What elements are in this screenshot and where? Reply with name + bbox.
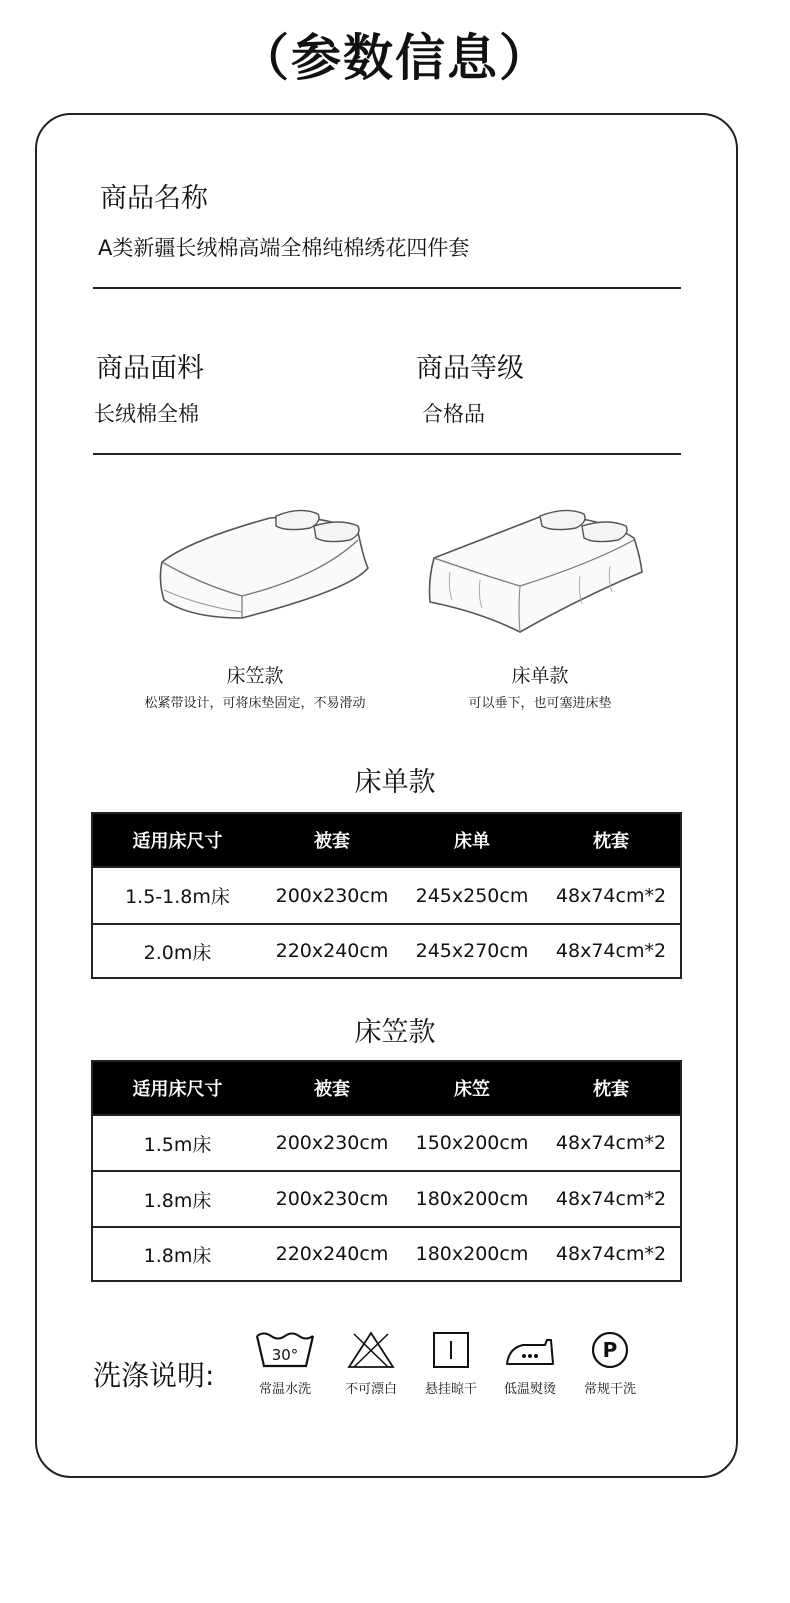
table-cell: 220x240cm [262, 924, 402, 978]
table-cell: 200x230cm [262, 1115, 402, 1171]
sheet-size-table [91, 812, 682, 979]
col-header-bed-size: 适用床尺寸 [92, 1061, 262, 1115]
fitted-sheet-bed-illustration [150, 500, 380, 630]
table-header-row [92, 1061, 681, 1115]
fitted-size-table [91, 1060, 682, 1282]
col-header-fitted-sheet: 床笠 [402, 1061, 542, 1115]
table-cell: 1.8m床 [92, 1171, 262, 1227]
table-row [92, 1227, 681, 1281]
table-cell: 150x200cm [402, 1115, 542, 1171]
table-cell: 48x74cm*2 [542, 1171, 681, 1227]
sheet-table-title: 床单款 [354, 767, 436, 798]
care-item-dry-clean [570, 1330, 650, 1397]
table-cell: 1.5m床 [92, 1115, 262, 1171]
col-header-pillowcase: 枕套 [542, 1061, 681, 1115]
fitted-style-description: 松紧带设计，可将床垫固定，不易滑动 [144, 696, 366, 711]
table-row [92, 924, 681, 978]
care-text: 低温熨烫 [503, 1382, 556, 1397]
product-name-label: 商品名称 [100, 183, 208, 214]
dry-clean-letter: P [602, 1338, 618, 1362]
table-row [92, 867, 681, 924]
table-cell: 48x74cm*2 [542, 1227, 681, 1281]
care-text: 常温水洗 [258, 1382, 311, 1397]
dry-clean-icon [590, 1330, 630, 1370]
wash-30-icon [254, 1330, 316, 1370]
no-bleach-icon [346, 1330, 396, 1370]
fabric-label: 商品面料 [96, 353, 204, 384]
table-cell: 245x270cm [402, 924, 542, 978]
page-title: （参数信息） [239, 29, 551, 87]
table-cell: 1.8m床 [92, 1227, 262, 1281]
col-header-pillowcase: 枕套 [542, 813, 681, 867]
col-header-duvet: 被套 [262, 813, 402, 867]
grade-value: 合格品 [422, 402, 485, 426]
care-item-low-iron [490, 1330, 570, 1397]
flat-sheet-bed-illustration [420, 500, 650, 640]
table-cell: 1.5-1.8m床 [92, 867, 262, 924]
line-dry-icon [431, 1330, 471, 1370]
divider [93, 453, 681, 455]
fitted-style-caption: 床笠款 [226, 665, 284, 687]
col-header-sheet: 床单 [402, 813, 542, 867]
table-cell: 48x74cm*2 [542, 924, 681, 978]
fabric-value: 长绒棉全棉 [94, 402, 199, 426]
low-iron-icon [503, 1330, 557, 1370]
care-text: 不可漂白 [344, 1382, 397, 1397]
care-item-wash [245, 1330, 325, 1397]
table-row [92, 1171, 681, 1227]
flat-style-caption: 床单款 [511, 665, 569, 687]
table-cell: 180x200cm [402, 1227, 542, 1281]
product-name-value: A类新疆长绒棉高端全棉纯棉绣花四件套 [98, 236, 470, 260]
table-cell: 200x230cm [262, 867, 402, 924]
table-cell: 200x230cm [262, 1171, 402, 1227]
care-item-no-bleach [331, 1330, 411, 1397]
care-item-line-dry [411, 1330, 491, 1397]
table-cell: 48x74cm*2 [542, 867, 681, 924]
care-text: 悬挂晾干 [424, 1382, 477, 1397]
table-cell: 48x74cm*2 [542, 1115, 681, 1171]
care-text: 常规干洗 [583, 1382, 636, 1397]
col-header-bed-size: 适用床尺寸 [92, 813, 262, 867]
table-cell: 180x200cm [402, 1171, 542, 1227]
table-header-row [92, 813, 681, 867]
fitted-table-title: 床笠款 [354, 1017, 436, 1048]
care-instructions-label: 洗涤说明: [93, 1359, 215, 1392]
table-cell: 2.0m床 [92, 924, 262, 978]
flat-style-description: 可以垂下，也可塞进床垫 [468, 696, 612, 711]
grade-label: 商品等级 [416, 353, 524, 384]
table-row [92, 1115, 681, 1171]
wash-temperature: 30° [271, 1346, 299, 1364]
table-cell: 245x250cm [402, 867, 542, 924]
col-header-duvet: 被套 [262, 1061, 402, 1115]
divider [93, 287, 681, 289]
table-cell: 220x240cm [262, 1227, 402, 1281]
